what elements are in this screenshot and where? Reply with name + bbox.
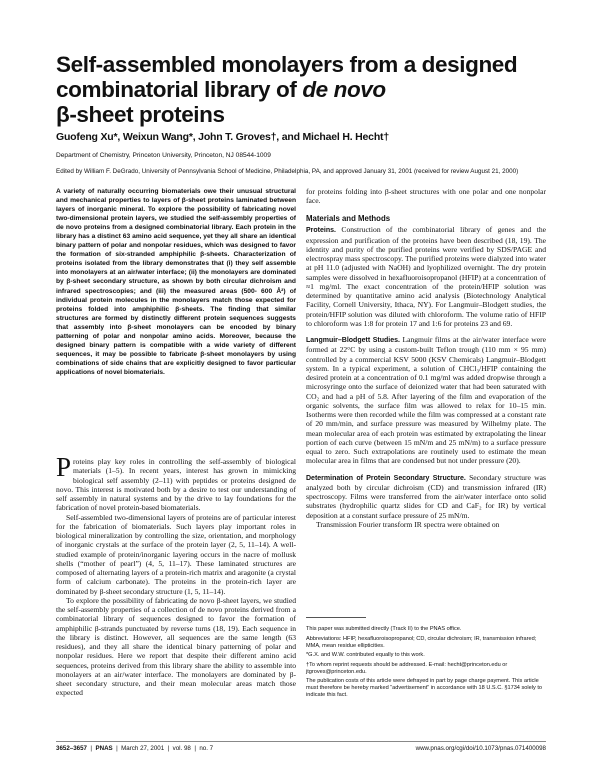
right-column-lead: for proteins folding into β-sheet structures with one polar and one nonpolar face. [306,187,546,206]
footnote: Abbreviations: HFIP, hexafluoroisopropanol; CD, circular dichroism; IR, transmission infrared; MMA, mean residue ellipticities. [306,635,537,649]
methods-lb [306,335,546,466]
footnote-divider [306,617,366,618]
page-range: 3652–3657 [56,745,87,752]
proteins-label: Proteins. [306,227,336,235]
article-title [56,52,536,127]
methods-secondary [306,473,546,520]
methods-heading: Materials and Methods [306,214,391,223]
journal-name: PNAS [95,745,113,752]
issue-date: March 27, 2001 [121,745,165,752]
issue-number: no. 7 [199,745,214,752]
edited-by: Edited by William F. DeGrado, University of Pennsylvania School of Medicine, Philadelphia, PA, and approved January 31, 2001 (received for review August 21, 2000) [56,168,519,175]
page-footer-citation: 3652–3657 | PNAS | March 27, 2001 | vol. 98 | no. 7 [56,745,214,752]
intro-paragraph-3: To explore the possibility of fabricating de novo β-sheet layers, we studied the self-assembly properties of a collection of de novo proteins derived from a combinatorial library of sequences designed to favor the formation of amphiphilic β-strands punctuated by reverse turns (18, 19). Each sequence in the library is distinct. However, all sequences are the same length (63 residues), and they all share the identical binary patterning of polar and nonpolar residues. Here we report that despite their different amino acid sequences, proteins derived from this library share the ability to assemble into monolayers at an air/water interface. The monolayers are dominated by β-sheet secondary structure, and their mean molecular areas match those expected [56,595,296,698]
title-line-1: Self-assembled monolayers from a designed [56,52,518,77]
abstract: A variety of naturally occurring biomaterials owe their unusual structural and mechanical properties to layers of β-sheet proteins laminated between layers of inorganic mineral. To explore the possibility of fabricating novel two-dimensional protein layers, we studied the self-assembly properties of de novo proteins from a designed combinatorial library. Each protein in the library has a distinct 63 amino acid sequence, yet they all share an identical binary pattern of polar and nonpolar residues, which was designed to favor the formation of six-stranded amphiphilic β-sheets. Characterization of proteins isolated from the library demonstrates that (i) they self assemble into monolayers at an air/water interface; (ii) the monolayers are dominated by β-sheet secondary structure, as shown by both circular dichroism and infrared spectroscopies; and (iii) the measured areas (500- 600 Å²) of individual protein molecules in the monolayers match those expected for proteins folded into amphiphilic β-sheets. The finding that similar structures are formed by distinctly different protein sequences suggests that assembly into β-sheet monolayers can be encoded by binary patterning of polar and nonpolar amino acids. Moreover, because the designed binary pattern is compatible with a wide variety of different sequences, it may be possible to fabricate β-sheet monolayers by using combinations of side chains that are explicitly designed to favor particular applications of novel biomaterials. [56,188,296,376]
title-line-3: β-sheet proteins [56,102,225,127]
methods-ftir: Transmission Fourier transform IR spectra were obtained on [316,519,500,529]
secondary-text: Secondary structure was analyzed both by circular dichroism (CD) and transmission infrared (IR) spectroscopy. Films were transferred from the air/water interface onto solid substrates (hydrophilic quartz slides for CD and CaF₂ for IR) by vertical deposition at a constant surface pressure of 25 mN/m. [306,472,546,520]
footnote: This paper was submitted directly (Track II) to the PNAS office. [306,626,462,632]
proteins-text: Construction of the combinatorial library of genes and the expression and purification of the proteins have been described (18, 19). The identity and purity of the purified proteins were verified by SDS/PAGE and electrospray mass spectroscopy. The purified proteins were dialyzed into water at pH 11.0 (adjusted with NaOH) and lyophilized overnight. The dry protein samples were dissolved in hexafluoroisopropanol (HFIP) at a concentration of ≈1 mg/ml. The exact concentration of the protein/HFIP solution was determined by quantitative amino acid analysis (Biotechnology Analytical Facility, Cornell University, Ithaca, NY). For Langmuir–Blodgett studies, the protein/HFIP solution was diluted with chloroform. The volume ratio of HFIP to chloroform was 1:8 for protein 17 and 1:6 for proteins 23 and 69. [306,225,546,328]
methods-section [306,214,546,529]
title-line-2 [56,77,536,102]
footnote: The publication costs of this article were defrayed in part by page charge payment. This article must therefore be hereby marked “advertisement” in accordance with 18 U.S.C. §1734 solely to indicate this fact. [306,678,542,698]
lb-text: Langmuir films at the air/water interface were formed at 22°C by using a custom-built Teflon trough (110 mm × 95 mm) controlled by a commercial KSV 5000 (KSV Chemicals) Langmuir–Blodgett system. In a typical experiment, a solution of CHCl₃/HFIP containing the desired protein at a concentration of 0.1 mg/ml was added dropwise through a microsyringe onto the surface of deionized water that had been saturated with CO₂ and had a pH of 5.8. After layering of the film and evaporation of the organic solvents, the surface film was allowed to relax for 10–15 min. Isotherms were then recorded while the film was compressed at a constant rate of 20 mm/min, and surface pressure was measured by Wilhelmy plate. The mean molecular area of each protein was estimated by extrapolating the linear portion of each curve (between 15 mN/m and 25 mN/m) to a surface pressure equal to zero. Such extrapolations are routinely used to estimate the mean molecular area in films that are condensed but not under pressure (20). [306,335,546,466]
title-line-2a: combinatorial library of [56,77,303,102]
footnotes [306,626,546,702]
author-list: Guofeng Xu*, Weixun Wang*, John T. Groves†, and Michael H. Hecht† [56,131,389,143]
introduction [56,452,296,698]
footer-divider [56,741,546,742]
lb-label: Langmuir–Blodgett Studies. [306,337,400,344]
doi-link[interactable]: www.pnas.org/cgi/doi/10.1073/pnas.071400098 [415,745,546,752]
volume: vol. 98 [172,745,191,752]
affiliation: Department of Chemistry, Princeton University, Princeton, NJ 08544-1009 [56,152,271,159]
footnote: *G.X. and W.W. contributed equally to this work. [306,652,425,659]
methods-proteins [306,225,546,328]
title-line-2b: de novo [302,77,386,102]
intro-paragraph-2: Self-assembled two-dimensional layers of proteins are of particular interest for the fabrication of biomaterials. Such layers play important roles in biological mineralization by controlling the size, orientation, and morphology of inorganic crystals at the surface of the protein layer (2, 5, 11–14). A well-studied example of protein/inorganic layering occurs in the nacre of mollusk shells (“mother of pearl”) (4, 5, 11–17). These laminated structures are composed of alternating layers of a protein-rich matrix and aragonite (a crystal form of calcium carbonate). The proteins in the protein-rich layer are dominated by β-sheet secondary structure (1, 5, 11–14). [56,512,296,596]
footnote: †To whom reprint requests should be addressed. E-mail: hecht@princeton.edu or jtgroves@princeton.edu. [306,661,508,675]
secondary-label: Determination of Protein Secondary Structure. [306,474,466,482]
intro-paragraph-1: Proteins play key roles in controlling the self-assembly of biological materials (1–5). In recent years, interest has grown in mimicking biological self assembly (2–11) with peptides or proteins designed de novo. This interest is motivated both by a desire to test our understanding of self assembly in natural systems and by the drive to lay foundations for the fabrication of novel protein-based biomaterials. [56,452,296,513]
